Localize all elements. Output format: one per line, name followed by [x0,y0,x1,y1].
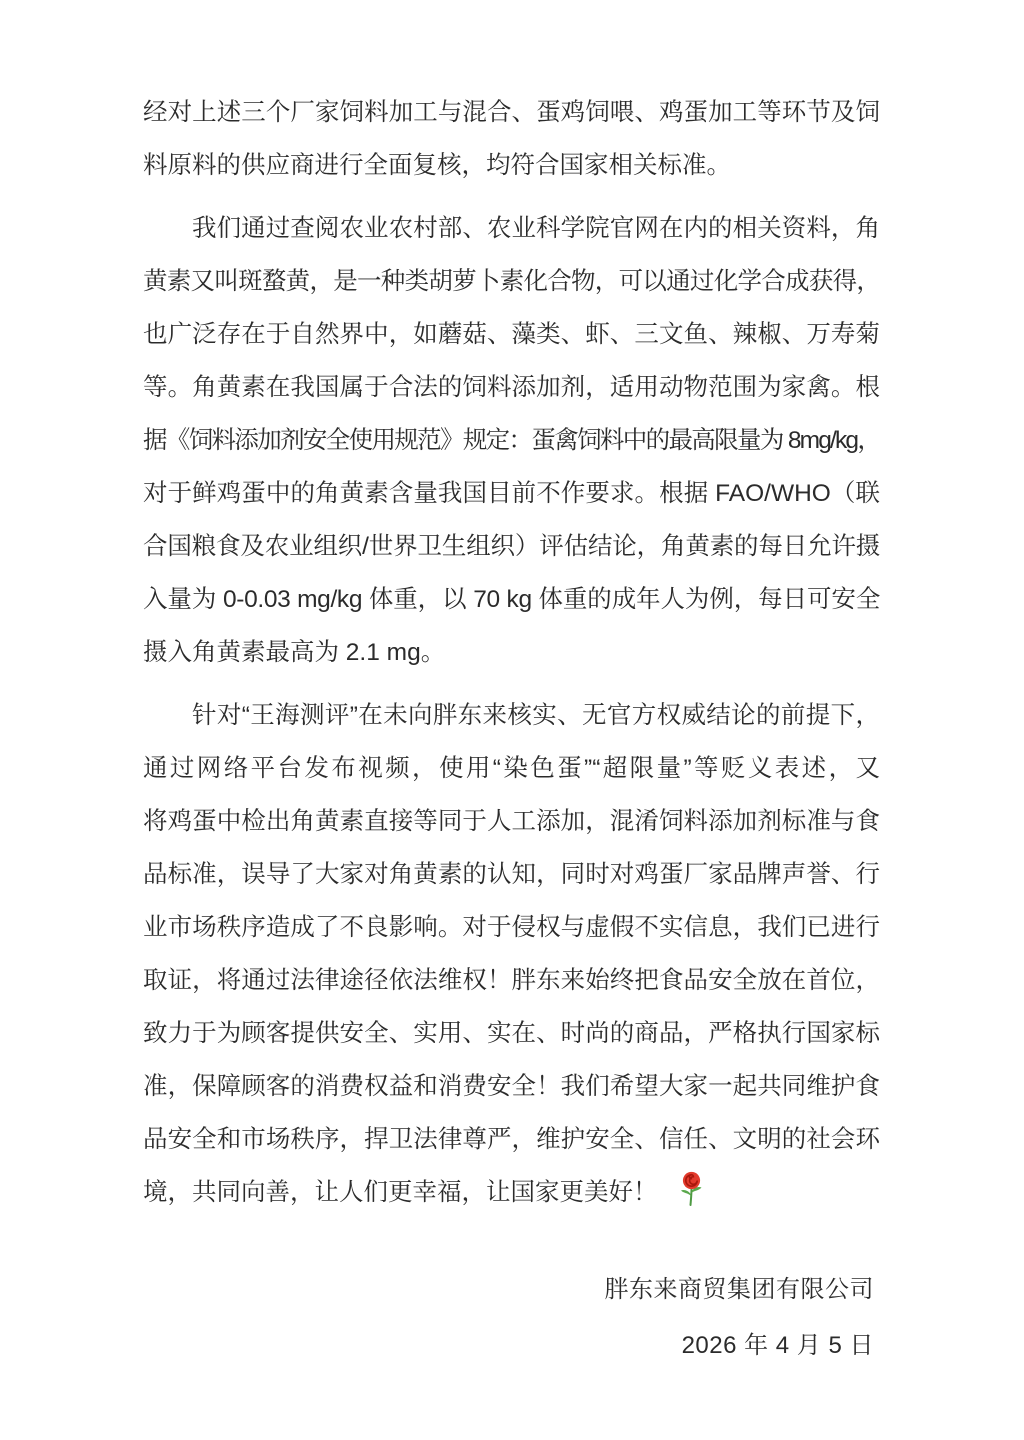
signature-company: 胖东来商贸集团有限公司 [604,1276,874,1303]
text-line [143,1007,880,1060]
text-line-content: 品标准，误导了大家对角黄素的认知，同时对鸡蛋厂家品牌声誉、行 [143,861,880,888]
text-line-content: 致力于为顾客提供安全、实用、实在、时尚的商品，严格执行国家标 [143,1020,880,1047]
text-line-content: 我们通过查阅农业农村部、农业科学院官网在内的相关资料，角 [192,215,880,242]
text-line [143,520,880,573]
paragraph [143,86,880,192]
text-line [143,467,880,520]
text-line-content: 摄入角黄素最高为 2.1 mg。 [143,639,446,666]
text-line-content: 取证，将通过法律途径依法维权！胖东来始终把食品安全放在首位， [143,967,880,994]
text-line-content: 业市场秩序造成了不良影响。对于侵权与虚假不实信息，我们已进行 [143,914,880,941]
text-line-content: 合国粮食及农业组织/世界卫生组织）评估结论，角黄素的每日允许摄 [143,533,880,560]
paragraph [143,202,880,679]
document-body [143,86,880,1219]
text-line-content: 品安全和市场秩序，捍卫法律尊严，维护安全、信任、文明的社会环 [143,1126,880,1153]
text-line [143,573,880,626]
signature-block [143,1262,880,1374]
text-line-content: 通过网络平台发布视频，使用“染色蛋”“超限量”等贬义表述，又 [143,755,880,782]
paragraph [143,689,880,1219]
text-line-content: 料原料的供应商进行全面复核，均符合国家相关标准。 [143,152,731,179]
text-line [143,742,880,795]
text-line [143,308,880,361]
text-line-content: 据《饲料添加剂安全使用规范》规定：蛋禽饲料中的最高限量为 8mg/kg， [143,427,880,454]
text-line [143,1060,880,1113]
text-line [143,848,880,901]
text-line [143,86,880,139]
text-line-content: 境，共同向善，让人们更幸福，让国家更美好！ [143,1179,658,1206]
text-line-content: 对于鲜鸡蛋中的角黄素含量我国目前不作要求。根据 FAO/WHO（联 [143,480,880,507]
text-line-content: 黄素又叫斑蝥黄，是一种类胡萝卜素化合物，可以通过化学合成获得， [143,268,880,295]
text-line [143,954,880,1007]
text-line-content: 针对“王海测评”在未向胖东来核实、无官方权威结论的前提下， [192,702,880,729]
text-line [143,361,880,414]
text-line [143,1166,880,1219]
text-line-content: 入量为 0-0.03 mg/kg 体重，以 70 kg 体重的成年人为例，每日可安全 [143,586,880,613]
text-line-content: 也广泛存在于自然界中，如蘑菇、藻类、虾、三文鱼、辣椒、万寿菊 [143,321,880,348]
text-line [143,901,880,954]
text-line [143,689,880,742]
text-line [143,414,880,467]
text-line-content: 等。角黄素在我国属于合法的饲料添加剂，适用动物范围为家禽。根 [143,374,880,401]
signature-date: 2026 年 4 月 5 日 [681,1332,874,1359]
text-line [143,139,880,192]
text-line [143,255,880,308]
text-line [143,795,880,848]
text-line [143,202,880,255]
text-line-content: 将鸡蛋中检出角黄素直接等同于人工添加，混淆饲料添加剂标准与食 [143,808,880,835]
text-line [143,1113,880,1166]
text-line-content: 准，保障顾客的消费权益和消费安全！我们希望大家一起共同维护食 [143,1073,880,1100]
rose-icon [678,1171,705,1207]
text-line [143,626,880,679]
text-line-content: 经对上述三个厂家饲料加工与混合、蛋鸡饲喂、鸡蛋加工等环节及饲 [143,99,880,126]
